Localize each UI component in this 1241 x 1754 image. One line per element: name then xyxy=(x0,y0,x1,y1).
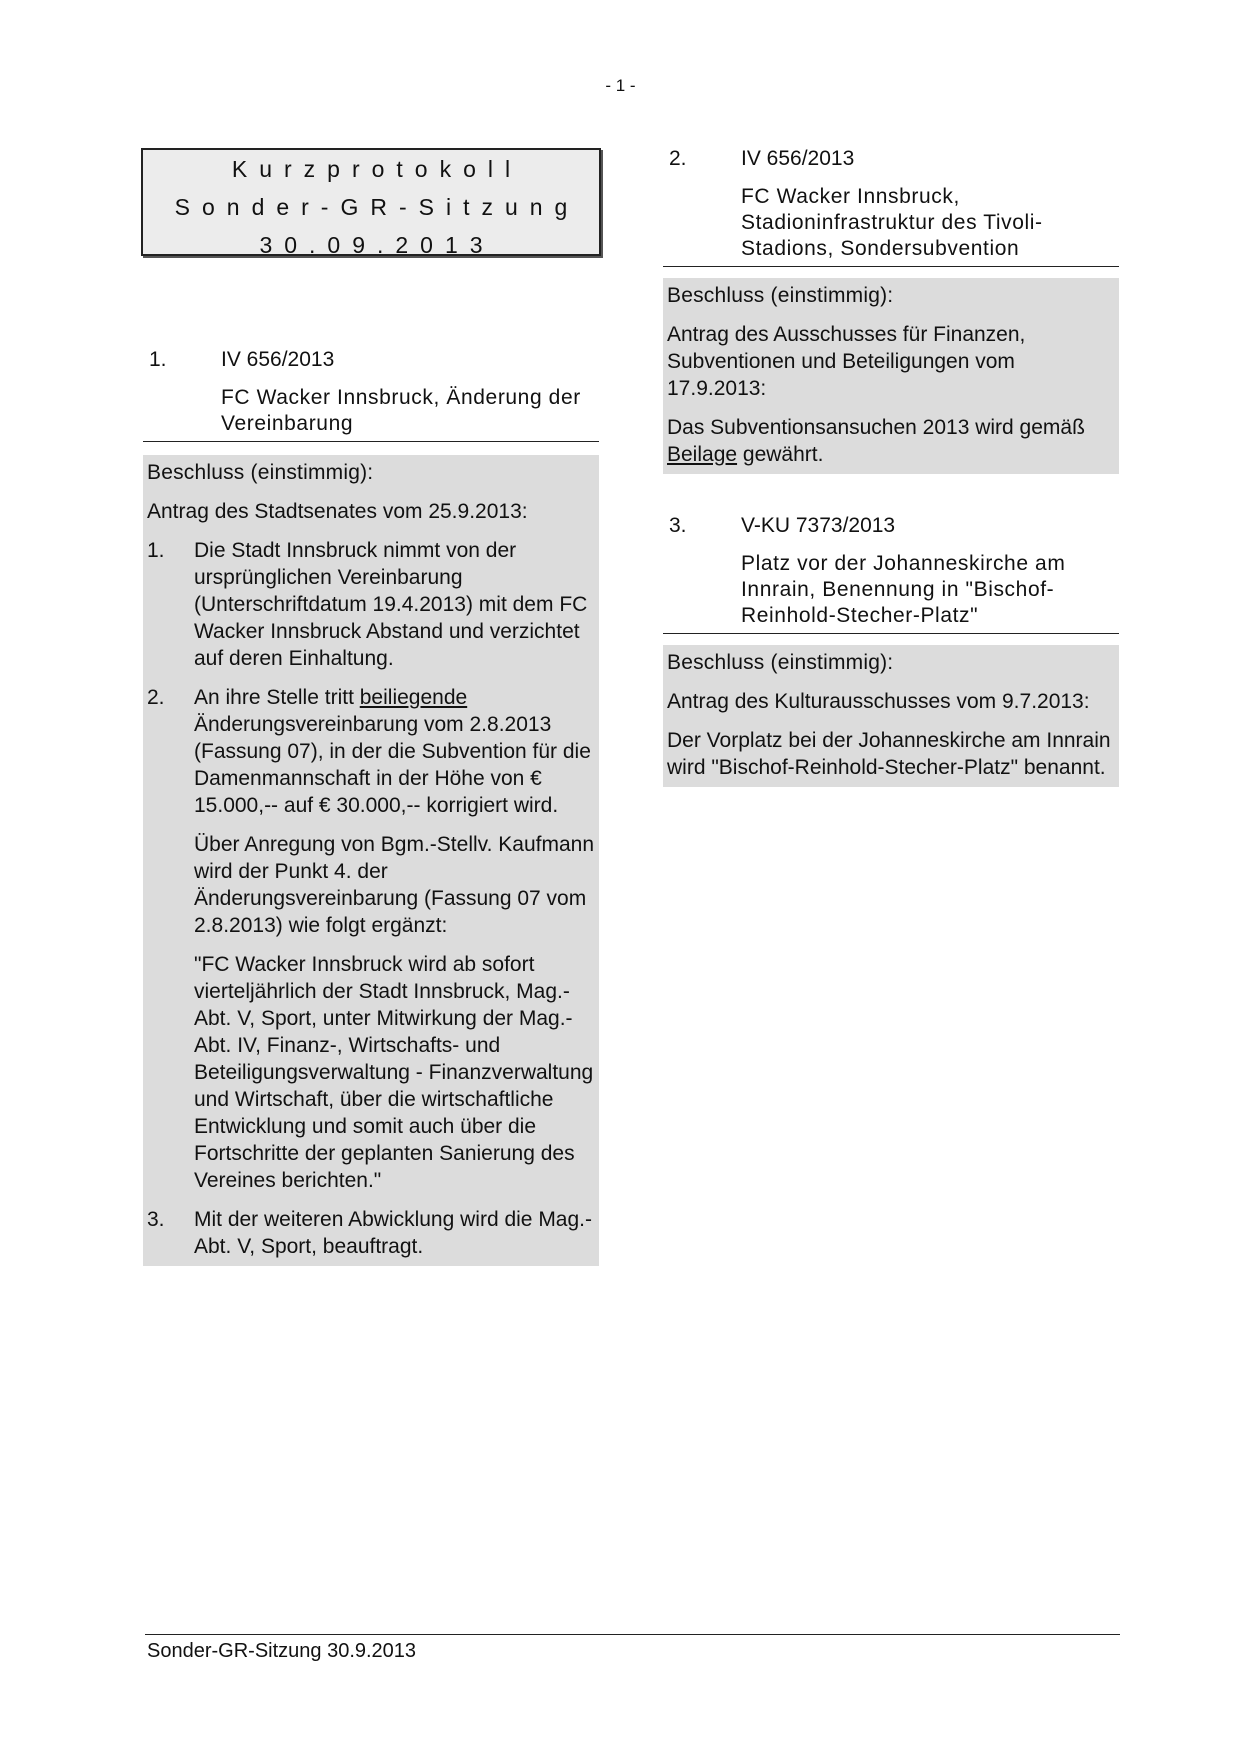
decision-block xyxy=(143,455,599,1266)
item-number: 3. xyxy=(669,514,687,537)
list-item xyxy=(147,684,595,1194)
decision-block xyxy=(663,278,1119,474)
decision-points xyxy=(147,537,595,1260)
item-reference: IV 656/2013 xyxy=(741,147,855,170)
list-quote: "FC Wacker Innsbruck wird ab sofort vierteljährlich der Stadt Innsbruck, Mag.-Abt. V, Sport, unter Mitwirkung der Mag.-Abt. IV, Finanz-, Wirtschafts- und Beteiligungsverwaltung - Finanzverwaltung und Wirtschaft, über die wirtschaftliche Entwicklung und somit auch über die Fortschritte der geplanten Sanierung des Vereines berichten." xyxy=(194,953,594,1192)
item-subject: Platz vor der Johanneskirche am Innrain, Benennung in "Bischof-Reinhold-Stecher-Platz" xyxy=(741,552,1066,627)
list-number: 2. xyxy=(147,686,165,709)
item-header xyxy=(143,346,599,442)
list-text: Die Stadt Innsbruck nimmt von der ursprünglichen Vereinbarung (Unterschriftdatum 19.4.2013) mit dem FC Wacker Innsbruck Abstand und verzichtet auf deren Einhaltung. xyxy=(194,539,588,670)
decision-text-post: gewährt. xyxy=(742,443,824,466)
item-subject: FC Wacker Innsbruck, Stadioninfrastruktur des Tivoli-Stadions, Sondersubvention xyxy=(741,185,1043,260)
decision-text: Der Vorplatz bei der Johanneskirche am Innrain wird "Bischof-Reinhold-Stecher-Platz" benannt. xyxy=(667,729,1111,779)
item-number: 2. xyxy=(669,147,687,170)
agenda-item-3 xyxy=(663,512,1119,787)
item-header xyxy=(663,512,1119,634)
footer-text: Sonder-GR-Sitzung 30.9.2013 xyxy=(147,1640,417,1662)
decision-text-pre: Das Subventionsansuchen 2013 wird gemäß xyxy=(667,416,1085,439)
agenda-item-2 xyxy=(663,145,1119,474)
decision-label: Beschluss (einstimmig): xyxy=(667,651,894,674)
item-subject: FC Wacker Innsbruck, Änderung der Vereinbarung xyxy=(221,386,581,435)
decision-label: Beschluss (einstimmig): xyxy=(667,284,894,307)
agenda-item-1 xyxy=(143,346,599,1266)
attachment-link[interactable]: beiliegende xyxy=(359,686,468,709)
list-item xyxy=(147,537,595,672)
footer-divider xyxy=(145,1634,1120,1635)
title-line-2: Sonder-GR-Sitzung xyxy=(174,194,580,220)
title-box xyxy=(141,148,601,256)
list-text-pre: An ihre Stelle tritt xyxy=(194,686,354,709)
list-number: 1. xyxy=(147,539,165,562)
decision-block xyxy=(663,645,1119,787)
motion-text: Antrag des Stadtsenates vom 25.9.2013: xyxy=(147,500,528,523)
decision-text xyxy=(667,414,1115,468)
list-number: 3. xyxy=(147,1208,165,1231)
motion-text: Antrag des Ausschusses für Finanzen, Subventionen und Beteiligungen vom 17.9.2013: xyxy=(667,323,1026,400)
list-text: Mit der weiteren Abwicklung wird die Mag.-Abt. V, Sport, beauftragt. xyxy=(194,1208,592,1258)
item-number: 1. xyxy=(149,348,167,371)
title-line-1: Kurzprotokoll xyxy=(231,156,523,182)
item-header xyxy=(663,145,1119,267)
list-item xyxy=(147,1206,595,1260)
title-line-3: 30.09.2013 xyxy=(259,232,495,258)
item-reference: V-KU 7373/2013 xyxy=(741,514,896,537)
list-paragraph: Über Anregung von Bgm.-Stellv. Kaufmann wird der Punkt 4. der Änderungsvereinbarung (Fassung 07 vom 2.8.2013) wie folgt ergänzt: xyxy=(194,833,594,937)
item-reference: IV 656/2013 xyxy=(221,348,335,371)
motion-text: Antrag des Kulturausschusses vom 9.7.2013: xyxy=(667,690,1090,713)
list-text-post: Änderungsvereinbarung vom 2.8.2013 (Fassung 07), in der die Subvention für die Damenmannschaft in der Höhe von € 15.000,-- auf € 30.000,-- korrigiert wird. xyxy=(194,713,591,817)
page-number: - 1 - xyxy=(605,76,636,95)
attachment-link[interactable]: Beilage xyxy=(667,443,738,466)
decision-label: Beschluss (einstimmig): xyxy=(147,461,374,484)
